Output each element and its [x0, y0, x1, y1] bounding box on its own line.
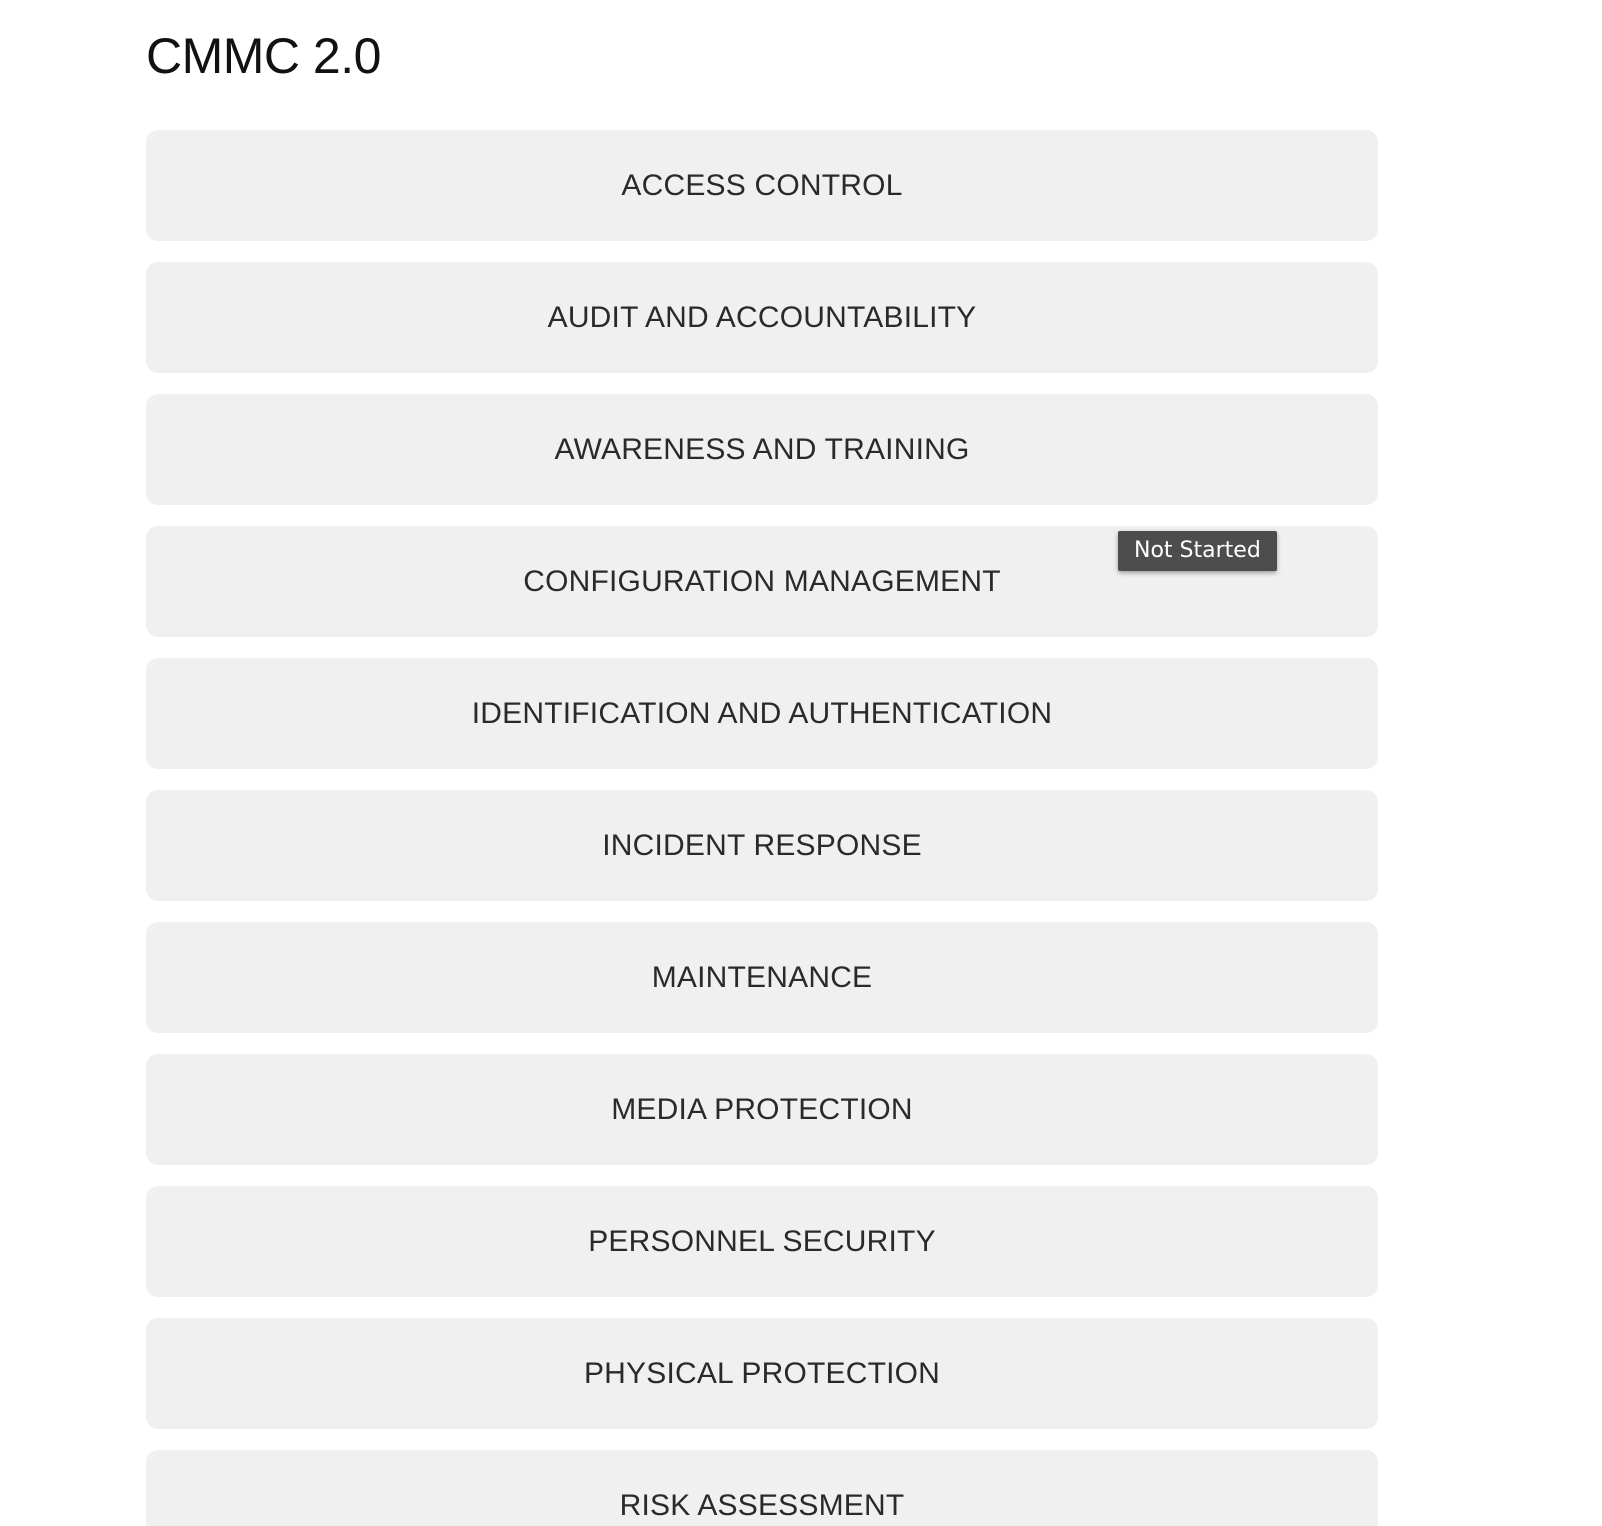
domain-card-risk-assessment[interactable]: [146, 1450, 1378, 1526]
domain-card-label: ACCESS CONTROL: [621, 168, 903, 202]
domain-card-awareness-and-training[interactable]: [146, 394, 1378, 505]
domain-card-maintenance[interactable]: [146, 922, 1378, 1033]
domain-card-media-protection[interactable]: [146, 1054, 1378, 1165]
domain-card-label: PHYSICAL PROTECTION: [583, 1356, 941, 1390]
domain-card-label: IDENTIFICATION AND AUTHENTICATION: [471, 696, 1053, 730]
status-tooltip: Not Started: [1118, 531, 1277, 571]
domain-card-label: MAINTENANCE: [651, 960, 873, 994]
domain-card-label: PERSONNEL SECURITY: [588, 1224, 936, 1258]
domain-card-label: MEDIA PROTECTION: [611, 1092, 913, 1126]
page-title: CMMC 2.0: [146, 28, 381, 84]
domain-card-label: AWARENESS AND TRAINING: [554, 432, 970, 466]
domain-list: [146, 130, 1378, 1526]
domain-card-label: AUDIT AND ACCOUNTABILITY: [547, 300, 977, 334]
domain-card-incident-response[interactable]: [146, 790, 1378, 901]
domain-card-personnel-security[interactable]: [146, 1186, 1378, 1297]
domain-card-audit-and-accountability[interactable]: [146, 262, 1378, 373]
domain-card-label: RISK ASSESSMENT: [619, 1488, 905, 1522]
domain-card-physical-protection[interactable]: [146, 1318, 1378, 1429]
domain-card-access-control[interactable]: [146, 130, 1378, 241]
domain-card-label: CONFIGURATION MANAGEMENT: [523, 564, 1001, 598]
domain-card-identification-and-authentication[interactable]: [146, 658, 1378, 769]
domain-card-label: INCIDENT RESPONSE: [602, 828, 922, 862]
